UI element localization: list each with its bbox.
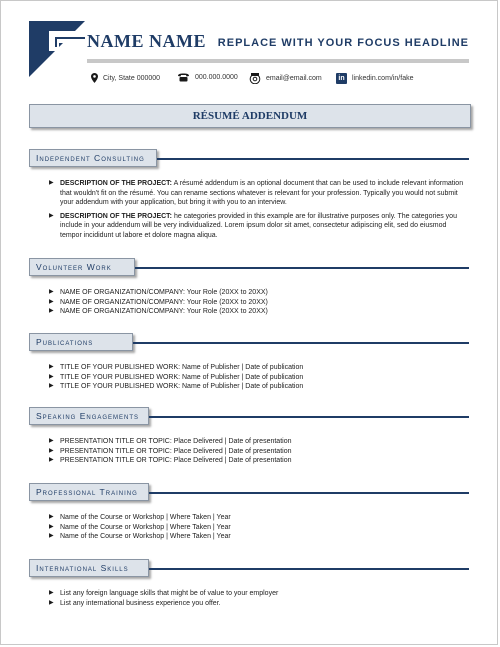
- bullet-icon: ▶: [49, 289, 54, 295]
- section-rule: [157, 158, 469, 160]
- email-icon: [249, 73, 261, 84]
- section-rule: [149, 568, 469, 570]
- bullet-icon: ▶: [49, 212, 54, 219]
- addendum-title: RÉSUMÉ ADDENDUM: [29, 104, 471, 128]
- bullet-icon: ▶: [49, 308, 54, 314]
- list-item: ▶ PRESENTATION TITLE OR TOPIC: Place Delivered | Date of presentation: [49, 447, 292, 455]
- bullet-icon: ▶: [49, 383, 54, 389]
- bullet-icon: ▶: [49, 533, 54, 539]
- list-item: ▶ TITLE OF YOUR PUBLISHED WORK: Name of Publisher | Date of publication: [49, 383, 304, 390]
- phone-text: 000.000.0000: [195, 74, 238, 81]
- section-rule: [149, 492, 469, 494]
- focus-headline: REPLACE WITH YOUR FOCUS HEADLINE: [217, 37, 469, 49]
- skills-list: [49, 589, 467, 608]
- list-item: ▶ List any foreign language skills that might be of value to your employer: [49, 590, 279, 597]
- section-header-publications: [29, 333, 469, 353]
- section-header-speaking: [29, 407, 469, 427]
- section-title: International Skills: [29, 559, 149, 577]
- list-item: ▶ NAME OF ORGANIZATION/COMPANY: Your Role (20XX to 20XX): [49, 298, 268, 306]
- section-title: Independent Consulting: [29, 149, 157, 167]
- section-rule: [133, 342, 469, 344]
- bullet-icon: ▶: [49, 514, 54, 520]
- location-pin-icon: [91, 73, 98, 83]
- candidate-name: NAME NAME: [87, 31, 206, 51]
- bullet-icon: ▶: [49, 590, 54, 596]
- list-item: ▶ TITLE OF YOUR PUBLISHED WORK: Name of Publisher | Date of publication: [49, 373, 304, 381]
- bullet-icon: ▶: [49, 523, 54, 530]
- section-header-training: [29, 483, 469, 503]
- section-title: Professional Training: [29, 483, 149, 501]
- section-rule: [149, 416, 469, 418]
- list-item: ▶ Name of the Course or Workshop | Where Taken | Year: [49, 514, 231, 521]
- section-header-consulting: [29, 149, 469, 169]
- list-item: ▶ NAME OF ORGANIZATION/COMPANY: Your Role (20XX to 20XX): [49, 289, 268, 296]
- bullet-icon: ▶: [49, 298, 54, 305]
- bullet-icon: ▶: [49, 457, 54, 463]
- bullet-icon: ▶: [49, 599, 54, 606]
- list-item: ▶ DESCRIPTION OF THE PROJECT: A résumé addendum is an optional document that can be used to include relevant information that wouldn't fit on the résumé. You can rename sections whatever is relevant for your profession. Typically you would not submit your addendum with your application, but bring it with you to an interview.: [49, 180, 464, 206]
- corner-decoration-icon: [29, 21, 85, 77]
- publications-list: [49, 363, 467, 392]
- list-item: ▶ NAME OF ORGANIZATION/COMPANY: Your Role (20XX to 20XX): [49, 308, 268, 315]
- list-item: ▶ DESCRIPTION OF THE PROJECT: he categories provided in this example are for illustrative purposes only. The categories you include in your addendum will be very individualized. Lorem ipsum dolor sit amet, consectetur adipiscing elit, sed do eiusmod tempor incididunt ut labore et dolore magna aliqua.: [49, 212, 457, 239]
- list-item: ▶ Name of the Course or Workshop | Where Taken | Year: [49, 523, 231, 531]
- list-item: ▶ PRESENTATION TITLE OR TOPIC: Place Delivered | Date of presentation: [49, 457, 292, 464]
- section-header-volunteer: [29, 258, 469, 278]
- section-header-skills: [29, 559, 469, 579]
- section-title: Publications: [29, 333, 133, 351]
- header-divider: [87, 59, 469, 63]
- speaking-list: [49, 437, 467, 466]
- linkedin-link[interactable]: linkedin.com/in/fake: [352, 75, 414, 82]
- section-title: Speaking Engagements: [29, 407, 149, 425]
- bullet-icon: ▶: [49, 447, 54, 454]
- section-title: Volunteer Work: [29, 258, 135, 276]
- bullet-icon: ▶: [49, 438, 54, 444]
- list-item: ▶ PRESENTATION TITLE OR TOPIC: Place Delivered | Date of presentation: [49, 438, 292, 445]
- consulting-list: [49, 179, 467, 244]
- contact-phone: [177, 73, 238, 82]
- volunteer-list: [49, 288, 467, 317]
- bullet-icon: ▶: [49, 373, 54, 380]
- bullet-icon: ▶: [49, 180, 54, 186]
- bullet-icon: ▶: [49, 364, 54, 370]
- email-link[interactable]: email@email.com: [266, 75, 322, 82]
- training-list: [49, 513, 467, 542]
- location-text: City, State 000000: [103, 74, 161, 82]
- section-rule: [135, 267, 469, 269]
- list-item: ▶ List any international business experience you offer.: [49, 599, 221, 607]
- contact-email[interactable]: [249, 73, 322, 84]
- contact-linkedin[interactable]: [336, 73, 413, 84]
- contact-location: [91, 73, 160, 83]
- linkedin-icon: in: [336, 73, 347, 84]
- list-item: ▶ TITLE OF YOUR PUBLISHED WORK: Name of Publisher | Date of publication: [49, 364, 304, 371]
- list-item: ▶ Name of the Course or Workshop | Where Taken | Year: [49, 533, 231, 540]
- phone-icon: [177, 73, 190, 82]
